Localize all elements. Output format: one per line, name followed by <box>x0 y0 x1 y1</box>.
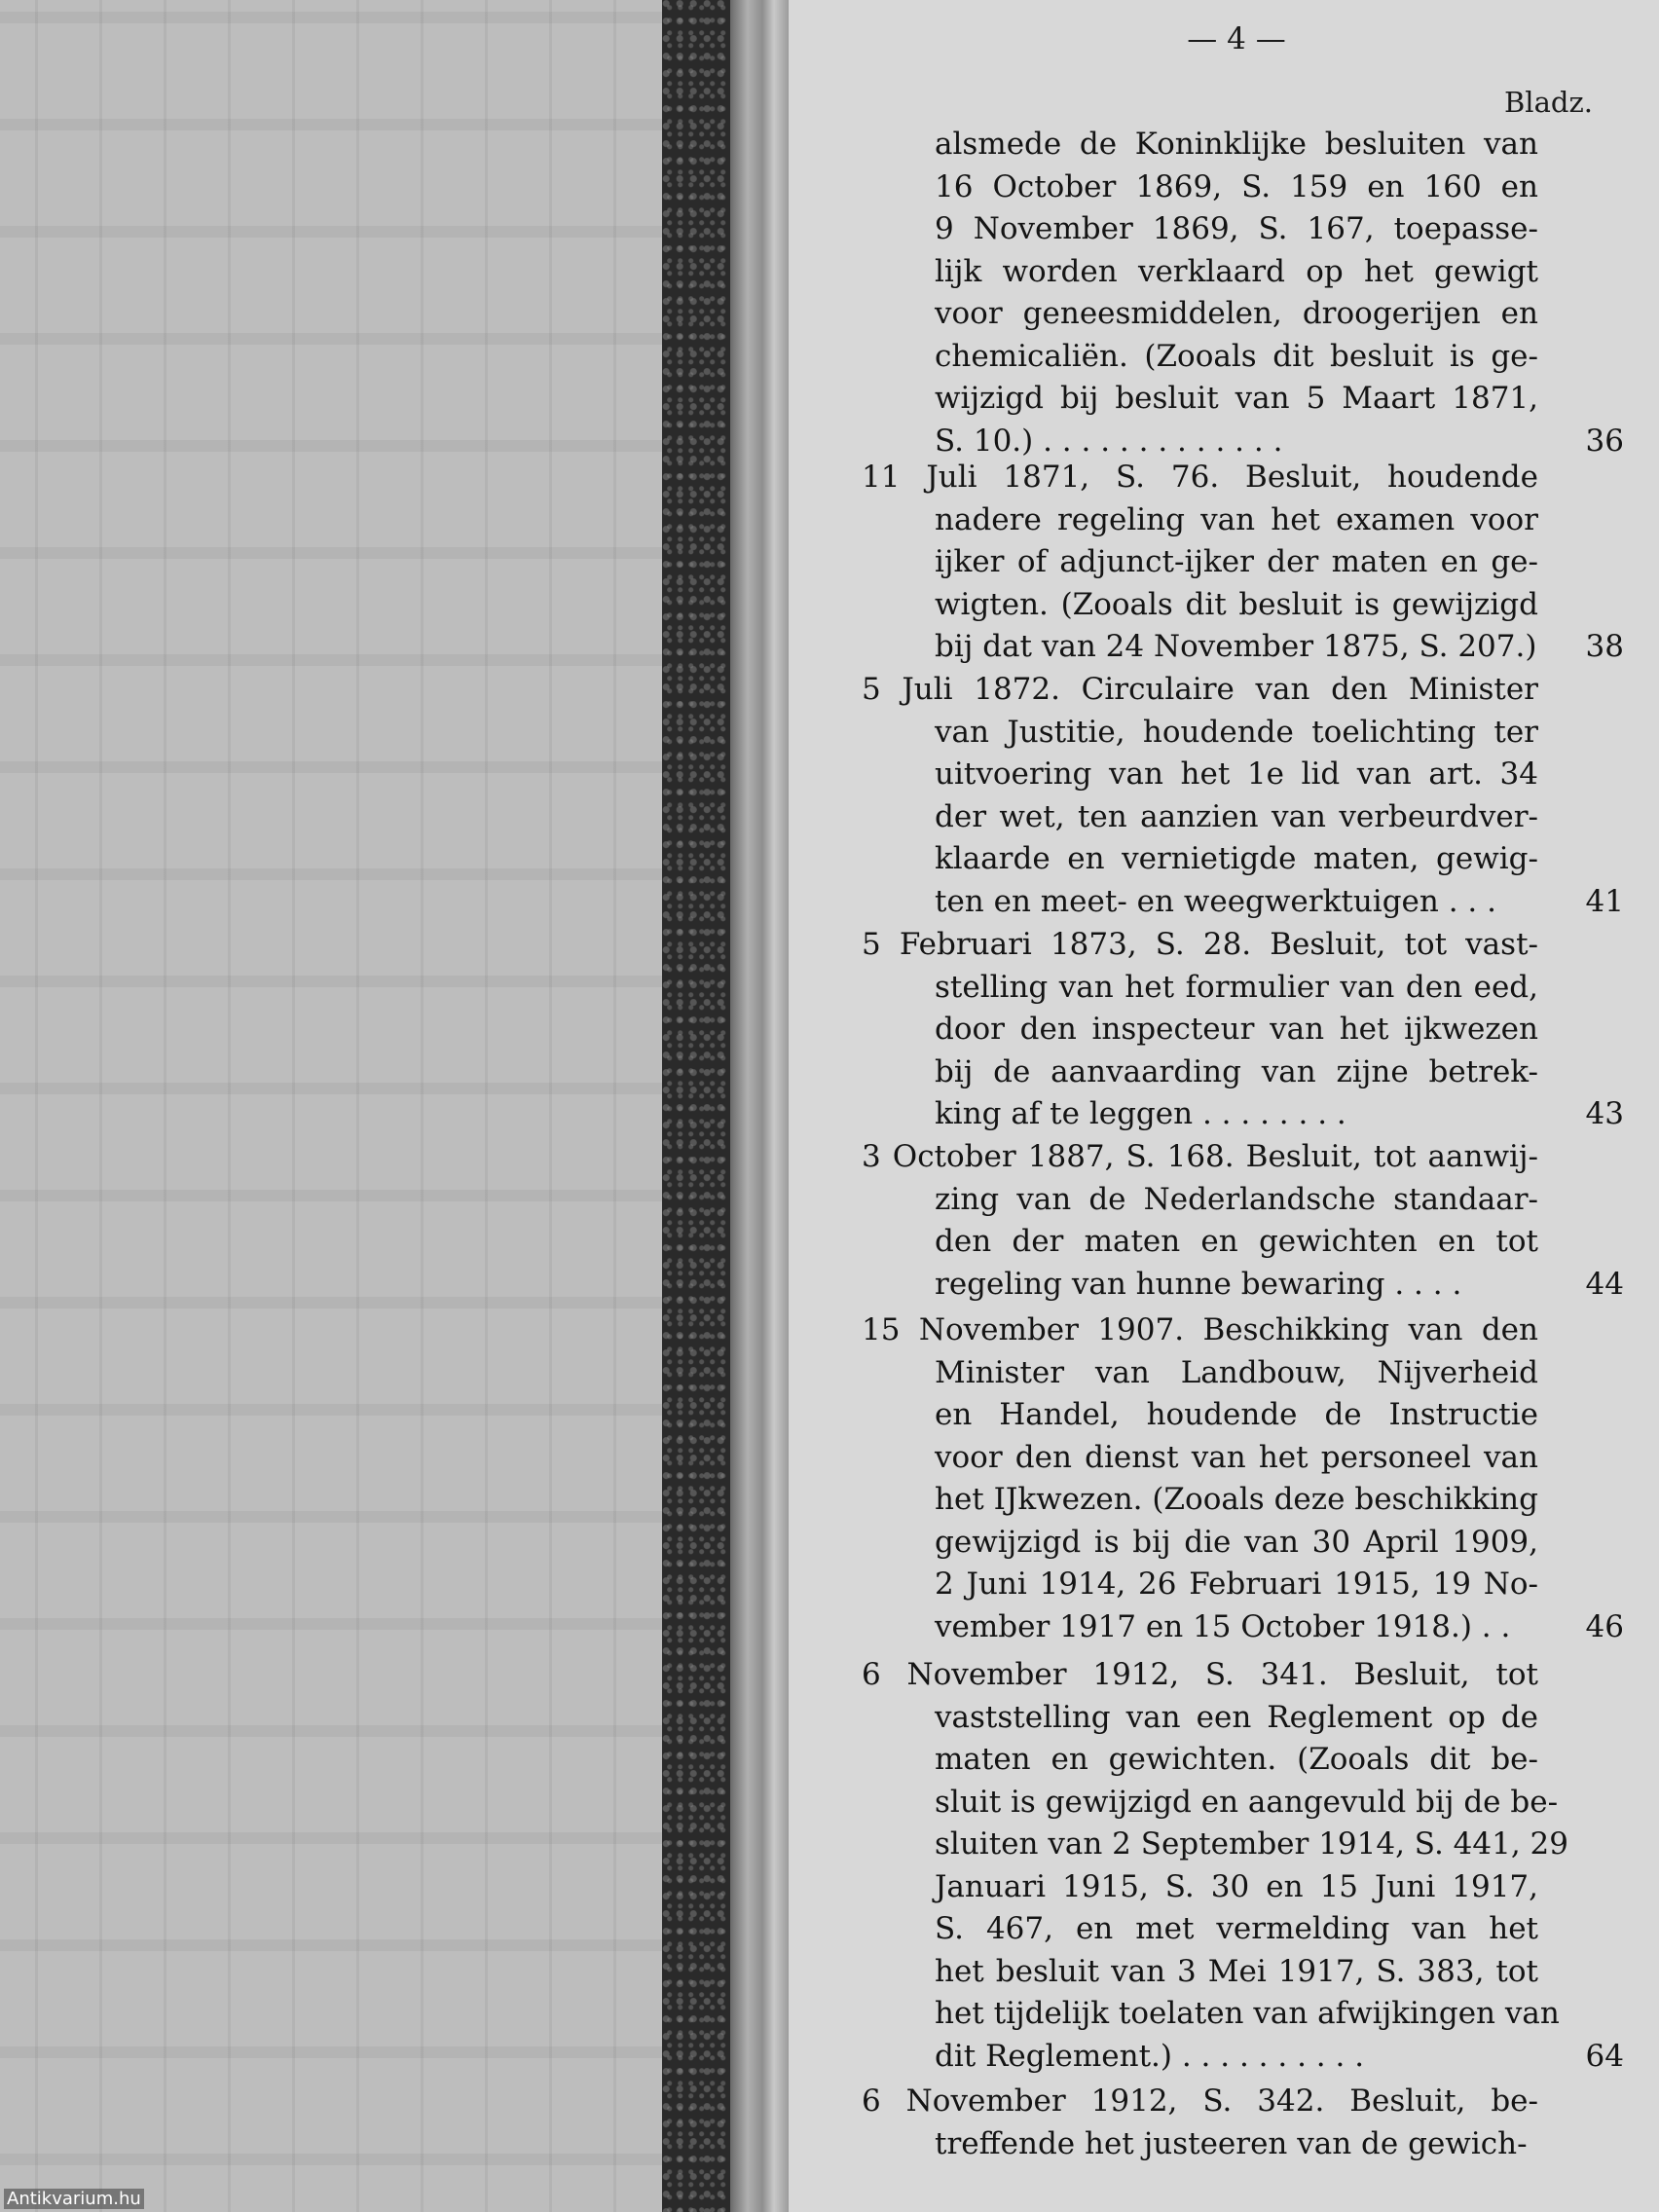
toc-line: 9 November 1869, S. 167, toepasse- <box>935 211 1538 246</box>
toc-line: regeling van hunne bewaring . . . . <box>935 1266 1462 1302</box>
toc-line: sluiten van 2 September 1914, S. 441, 29 <box>935 1826 1568 1862</box>
toc-line: 2 Juni 1914, 26 Februari 1915, 19 No- <box>935 1567 1538 1602</box>
toc-line: 6 November 1912, S. 341. Besluit, tot <box>862 1657 1538 1692</box>
toc-line: der wet, ten aanzien van verbeurdver- <box>935 798 1538 834</box>
toc-page-number: 46 <box>1585 1608 1624 1644</box>
toc-line: en Handel, houdende de Instructie <box>935 1397 1538 1432</box>
toc-line: 16 October 1869, S. 159 en 160 en <box>935 168 1538 204</box>
toc-line: 5 Juli 1872. Circulaire van den Minister <box>862 672 1538 707</box>
toc-line: nadere regeling van het examen voor <box>935 501 1538 537</box>
watermark: Antikvarium.hu <box>4 2189 144 2209</box>
toc-line: ijker of adjunct-ijker der maten en ge- <box>935 544 1538 579</box>
page-number: — 4 — <box>1187 21 1286 56</box>
toc-page-number: 36 <box>1585 423 1624 459</box>
toc-page-number: 64 <box>1585 2038 1624 2074</box>
toc-line: zing van de Nederlandsche standaar- <box>935 1181 1538 1217</box>
toc-line: maten en gewichten. (Zooals dit be- <box>935 1742 1538 1777</box>
toc-line: S. 10.) . . . . . . . . . . . . . <box>935 423 1283 459</box>
toc-line: bij de aanvaarding van zijne betrek- <box>935 1053 1538 1089</box>
toc-line: wijzigd bij besluit van 5 Maart 1871, <box>935 381 1538 416</box>
toc-page-number: 44 <box>1585 1266 1624 1302</box>
toc-line: uitvoering van het 1e lid van art. 34 <box>935 756 1538 792</box>
toc-line: lijk worden verklaard op het gewigt <box>935 253 1538 289</box>
toc-line: chemicaliën. (Zooals dit besluit is ge- <box>935 338 1538 374</box>
toc-line: treffende het justeeren van de gewich- <box>935 2125 1528 2161</box>
toc-line: bij dat van 24 November 1875, S. 207.) <box>935 629 1537 664</box>
toc-line: voor geneesmiddelen, droogerijen en <box>935 296 1538 331</box>
toc-line: 3 October 1887, S. 168. Besluit, tot aanwij- <box>862 1139 1538 1174</box>
toc-line: wigten. (Zooals dit besluit is gewijzigd <box>935 586 1538 622</box>
toc-line: Januari 1915, S. 30 en 15 Juni 1917, <box>935 1868 1538 1904</box>
toc-line: klaarde en vernietigde maten, gewig- <box>935 841 1538 876</box>
toc-line: door den inspecteur van het ijkwezen <box>935 1012 1538 1047</box>
toc-line: 11 Juli 1871, S. 76. Besluit, houdende <box>862 460 1538 495</box>
toc-line: 15 November 1907. Beschikking van den <box>862 1312 1538 1347</box>
toc-line: ten en meet- en weegwerktuigen . . . <box>935 883 1496 919</box>
toc-line: S. 467, en met vermelding van het <box>935 1911 1538 1946</box>
toc-line: voor den dienst van het personeel van <box>935 1439 1538 1475</box>
toc-line: king af te leggen . . . . . . . . <box>935 1096 1346 1131</box>
toc-line: gewijzigd is bij die van 30 April 1909, <box>935 1524 1538 1560</box>
toc-line: stelling van het formulier van den eed, <box>935 969 1538 1005</box>
toc-line: den der maten en gewichten en tot <box>935 1224 1538 1259</box>
toc-line: vember 1917 en 15 October 1918.) . . <box>935 1608 1511 1644</box>
toc-line: alsmede de Koninklijke besluiten van <box>935 127 1538 162</box>
toc-line: het tijdelijk toelaten van afwijkingen van <box>935 1996 1560 2031</box>
toc-line: van Justitie, houdende toelichting ter <box>935 714 1538 750</box>
toc-line: het besluit van 3 Mei 1917, S. 383, tot <box>935 1953 1538 1989</box>
toc-line: vaststelling van een Reglement op de <box>935 1699 1538 1735</box>
toc-line: sluit is gewijzigd en aangevuld bij de be- <box>935 1784 1559 1820</box>
page-column-header: Bladz. <box>1504 86 1593 119</box>
toc-page-number: 43 <box>1585 1096 1624 1131</box>
toc-page-number: 41 <box>1585 883 1624 919</box>
toc-line: het IJkwezen. (Zooals deze beschikking <box>935 1482 1538 1517</box>
toc-line: 6 November 1912, S. 342. Besluit, be- <box>862 2083 1538 2119</box>
toc-line: dit Reglement.) . . . . . . . . . . <box>935 2038 1365 2074</box>
toc-line: Minister van Landbouw, Nijverheid <box>935 1354 1538 1390</box>
toc-page-number: 38 <box>1585 629 1624 664</box>
toc-line: 5 Februari 1873, S. 28. Besluit, tot vast- <box>862 927 1538 962</box>
